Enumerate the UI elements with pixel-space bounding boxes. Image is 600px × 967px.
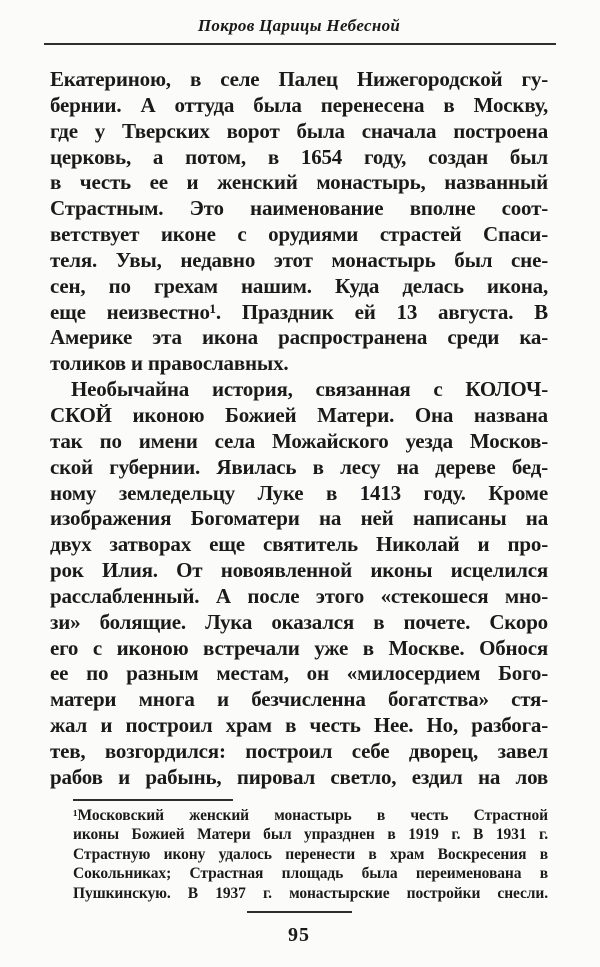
body-line: зи» болящие. Лука оказался в почете. Скоро [50, 609, 548, 634]
body-line: так по имени села Можайского уезда Москов- [50, 428, 548, 453]
body-line: Америке эта икона распространена среди ка- [50, 325, 548, 350]
body-line: ному земледельцу Луке в 1413 году. Кроме [50, 480, 548, 505]
footnote-line: Страстную икону удалось перенести в храм Воскресения в [73, 845, 548, 863]
body-line: жал и построил храм в честь Нее. Но, разбога- [50, 713, 548, 738]
footnote-line: ¹Московский женский монастырь в честь Страстной [73, 806, 548, 824]
footnote [73, 801, 548, 904]
section-end-rule [247, 911, 352, 913]
body-line: Екатериною, в селе Палец Нижегородской гу- [50, 67, 548, 91]
body-line: Страстным. Это наименование вполне соот- [50, 196, 548, 221]
body-line: его с иконою встречали уже в Москве. Обнося [50, 635, 548, 660]
footnote-line: Пушкинскую. В 1937 г. монастырские постройки снесли. [73, 885, 548, 902]
body-line: рок Илия. От новоявленной иконы исцелился [50, 558, 548, 583]
body-line: изображения Богоматери на ней написаны на [50, 506, 548, 531]
body-line: двух затворах еще святитель Николай и про- [50, 532, 548, 557]
body-line: ветствует иконе с орудиями страстей Спаси- [50, 222, 548, 247]
body-line: тев, возгордился: построил себе дворец, завел [50, 738, 548, 763]
running-header [50, 0, 548, 45]
body-line: толиков и православных. [50, 351, 289, 376]
body-line: Необычайна история, связанная с КОЛОЧ- [71, 377, 548, 402]
body-line: СКОЙ иконою Божией Матери. Она названа [50, 402, 548, 427]
body-text [50, 45, 548, 791]
body-line: расслабленный. А после этого «стекошеся мно- [50, 583, 548, 608]
footnote-line: иконы Божией Матери был упразднен в 1919 г. В 1931 г. [73, 826, 548, 844]
body-line: сен, по грехам нашим. Куда делась икона, [50, 273, 548, 298]
page-number: 95 [288, 923, 310, 946]
running-header-title: Покров Царицы Небесной [197, 16, 401, 35]
body-line: еще неизвестно¹. Праздник ей 13 августа. В [50, 299, 548, 324]
body-line: церковь, а потом, в 1654 году, создан был [50, 144, 548, 169]
body-line: бернии. А оттуда была перенесена в Москву, [50, 92, 548, 117]
body-line: ее по разным местам, он «милосердием Бого- [50, 661, 548, 686]
body-line: матери многа и безчисленна богатства» стя- [50, 687, 548, 712]
body-line: где у Тверских ворот была сначала построена [50, 118, 548, 143]
body-line: ской губернии. Явилась в лесу на дереве бед- [50, 454, 548, 479]
body-line: теля. Увы, недавно этот монастырь был сне- [50, 247, 548, 272]
body-line: в честь ее и женский монастырь, названный [50, 170, 548, 195]
footnote-line: Сокольниках; Страстная площадь была переименована в [73, 865, 548, 883]
body-line: рабов и рабынь, пировал светло, ездил на лов [50, 764, 548, 789]
